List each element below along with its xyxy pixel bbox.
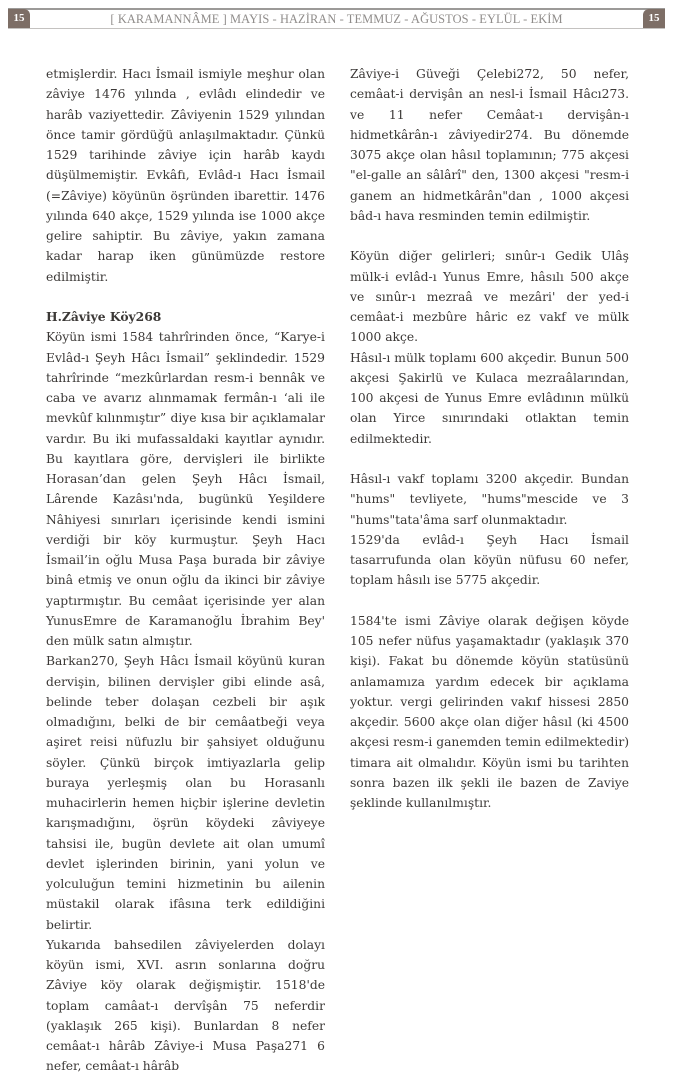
section-heading: H.Zâviye Köy268	[46, 309, 162, 324]
page-number-right: 15	[643, 9, 665, 28]
paragraph-mulk-total: Hâsıl-ı mülk toplamı 600 akçedir. Bunun 500 akçesi Şakirlü ve Kulaca mezraâlarından, 100 akçesi de Yunus Emre evlâdının mülkü olan Yirce sınırındaki otlaktan temin edilmektedir.	[350, 350, 629, 446]
paragraph-zaviye-guvegi: Zâviye-i Güveği Çelebi272, 50 nefer, cemâat-i dervişân an nesl-i İsmail Hâcı273. ve 11 nefer Cemâat-ı dervişân-ı hidmetkârân-ı zâviyedir274. Bu dönemde 3075 akçe olan hâsıl toplamının; 775 akçesi "el-galle an sâlârî" den, 1300 akçesi "resm-i ganem an hidmetkârân"dan , 1000 akçesi bâd-ı hava resminden temin edilmiştir.	[350, 67, 629, 223]
page-number-left: 15	[8, 9, 30, 28]
right-column	[350, 64, 629, 813]
paragraph-barkan: Barkan270, Şeyh Hâcı İsmail köyünü kuran dervişin, bilinen dervişler gibi elinde asâ, belinde teber dolaşan cezbeli bir aşık olmadığını, belki de bir cemâatbeği veya aşiret reisi nüfuzlu bir şahsiyet olduğunu söyler. Çünkü birçok imtiyazlarla gelip buraya yerleşmiş olan bu Horasanlı muhacirlerin hemen hiçbir işlerine devletin karışmadığını, öşrün köydeki zâviyeye tahsisi ile, bugün devlete ait olan umumî devlet işlerinden birinin, yani yolun ve yolculuğun temini hizmetinin bu ailenin müstakil olarak ifâsına terk edildiğini belirtir.	[46, 654, 325, 932]
paragraph-other-income: Köyün diğer gelirleri; sınûr-ı Gedik Ulâş mülk-i evlâd-ı Yunus Emre, hâsılı 500 akçe ve sınûr-ı mezraâ ve mezâri' der yed-i cemâat-i mezbûre hâric ez vakf ve mülk 1000 akçe.	[350, 249, 629, 345]
running-header	[8, 8, 665, 29]
paragraph-1529-population: 1529'da evlâd-ı Şeyh Hacı İsmail tasarrufunda olan köyün nüfusu 60 nefer, toplam hâsılı ise 5775 akçedir.	[350, 532, 629, 588]
paragraph-1584-population: 1584'te ismi Zâviye olarak değişen köyde 105 nefer nüfus yaşamaktadır (yaklaşık 370 kişi). Fakat bu dönemde köyün statüsünü anlamamıza yardım edecek bir açıklama yoktur. vergi gelirinden vakıf hissesi 2850 akçedir. 5600 akçe olan diğer hâsıl (ki 4500 akçesi resm-i ganemden temin edilmektedir) timara ait olmalıdır. Köyün ismi bu tarihten sonra bazen ilk şekli ile bazen de Zaviye şeklinde kullanılmıştır.	[350, 613, 630, 810]
paragraph-zaviye-history: etmişlerdir. Hacı İsmail ismiyle meşhur olan zâviye 1476 yılında , evlâdı elindedir ve harâb vaziyettedir. Zâviyenin 1529 yılından önce tamir gördüğü anlaşılmaktadır. Çünkü 1529 tarihinde zâviye için harâb kaydı düşülmemiştir. Evkâfı, Evlâd-ı Hacı İsmail (=Zâviye) köyünün öşründen ibarettir. 1476 yılında 640 akçe, 1529 yılında ise 1000 akçe gelire sahiptir. Bu zâviye, yakın zamana kadar harap iken günümüzde restore edilmiştir.	[46, 67, 325, 284]
paragraph-name-change: Yukarıda bahsedilen zâviyelerden dolayı köyün ismi, XVI. asrın sonlarına doğru Zâviye köy olarak değişmiştir. 1518'de toplam camâat-ı dervîşân 75 neferdir (yaklaşık 265 kişi). Bunlardan 8 nefer cemâat-ı hârâb Zâviye-i Musa Paşa271 6 nefer, cemâat-ı hârâb	[46, 937, 325, 1074]
paragraph-village-name: Köyün ismi 1584 tahrîrinden önce, “Karye-i Evlâd-ı Şeyh Hâcı İsmail” şeklindedir. 1529 tahrîrinde “mezkûrlardan resm-i bennâk ve caba ve avarız alınmamak fermân-ı ‘ali ile mevkûf kılınmıştır” diye kısa bir açıklamalar vardır. Bu iki mufassaldaki kayıtlar aynıdır. Bu kayıtlara göre, dervişleri ile birlikte Horasan’dan gelen Şeyh Hâcı İsmail, Lârende Kazâsı'nda, bugünkü Yeşildere Nâhiyesi sınırları içerisinde kendi ismini verdiği bir köy kurmuştur. Şeyh Hacı İsmail’in oğlu Musa Paşa burada bir zâviye binâ etmiş ve onun oğlu da ikinci bir zâviye yaptırmıştır. Bu cemâat içerisinde yer alan YunusEmre de Karamanoğlu İbrahim Bey' den mülk satın almıştır.	[46, 330, 325, 648]
running-header-title: [ KARAMANNÂME ] MAYIS - HAZİRAN - TEMMUZ - AĞUSTOS - EYLÜL - EKİM	[110, 12, 563, 26]
left-column	[46, 64, 325, 1077]
paragraph-vakf-total: Hâsıl-ı vakf toplamı 3200 akçedir. Bundan "hums" tevliyete, "hums"mescide ve 3 "hums"tata'âma sarf olunmaktadır.	[350, 472, 629, 527]
